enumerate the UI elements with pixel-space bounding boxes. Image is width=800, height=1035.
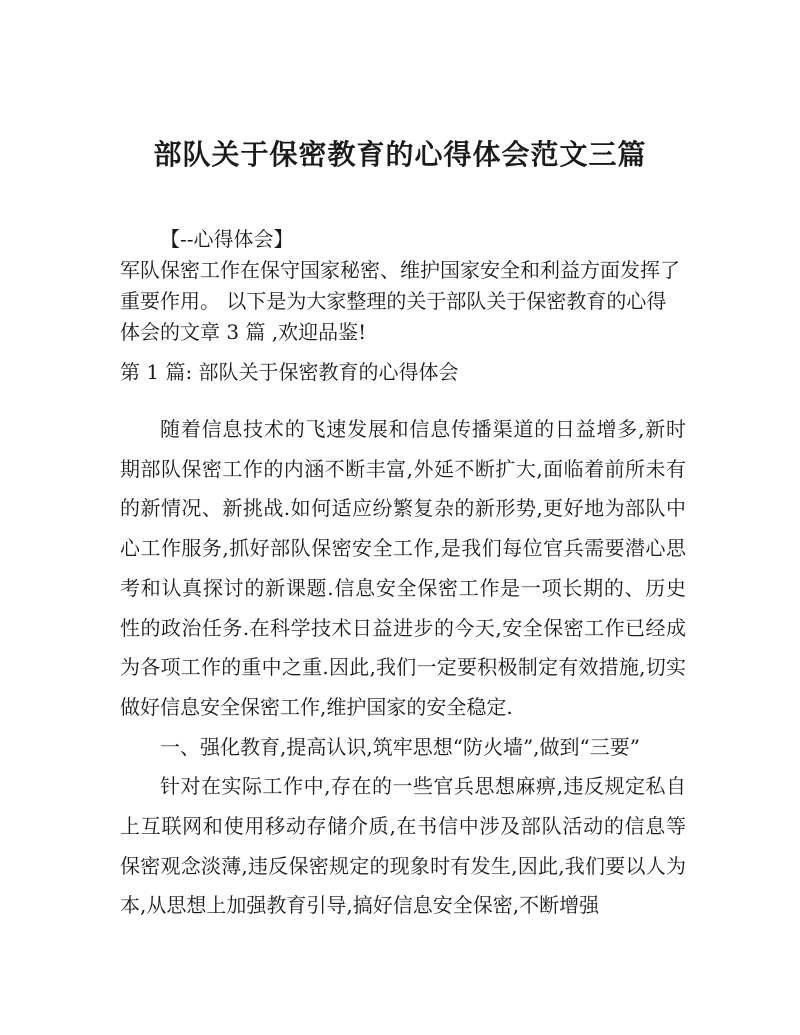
paragraph: 针对在实际工作中,存在的一些官兵思想麻痹,违反规定私自上互联网和使用移动存储介质,在书信中涉及部队活动的信息等保密观念淡薄,违反保密规定的现象时有发生,因此,我们要以人为本,从思想上加强教育引导,搞好信息安全保密,不断增强 xyxy=(120,774,686,918)
body-text xyxy=(120,410,686,926)
document-title: 部队关于保密教育的心得体会范文三篇 xyxy=(153,138,647,171)
section-heading: 一、强化教育,提高认识,筑牢思想“防火墙”,做到“三要” xyxy=(160,734,640,759)
paragraph: 随着信息技术的飞速发展和信息传播渠道的日益增多,新时期部队保密工作的内涵不断丰富,外延不断扩大,面临着前所未有的新情况、新挑战.如何适应纷繁复杂的新形势,更好地为部队中心工作服务,抓好部队保密安全工作,是我们每位官兵需要潜心思考和认真探讨的新课题.信息安全保密工作是一项长期的、历史性的政治任务.在科学技术日益进步的今天,安全保密工作已经成为各项工作的重中之重.因此,我们一定要积极制定有效措施,切实做好信息安全保密工作,维护国家的安全稳定. xyxy=(120,417,686,719)
intro-block xyxy=(120,224,700,348)
intro-text: 军队保密工作在保守国家秘密、维护国家安全和利益方面发挥了重要作用。 以下是为大家整理的关于部队关于保密教育的心得体会的文章 3 篇 ,欢迎品鉴! xyxy=(120,258,680,344)
chapter-heading: 第 1 篇: 部队关于保密教育的心得体会 xyxy=(120,360,459,384)
category-tag: 【--心得体会】 xyxy=(160,227,294,251)
